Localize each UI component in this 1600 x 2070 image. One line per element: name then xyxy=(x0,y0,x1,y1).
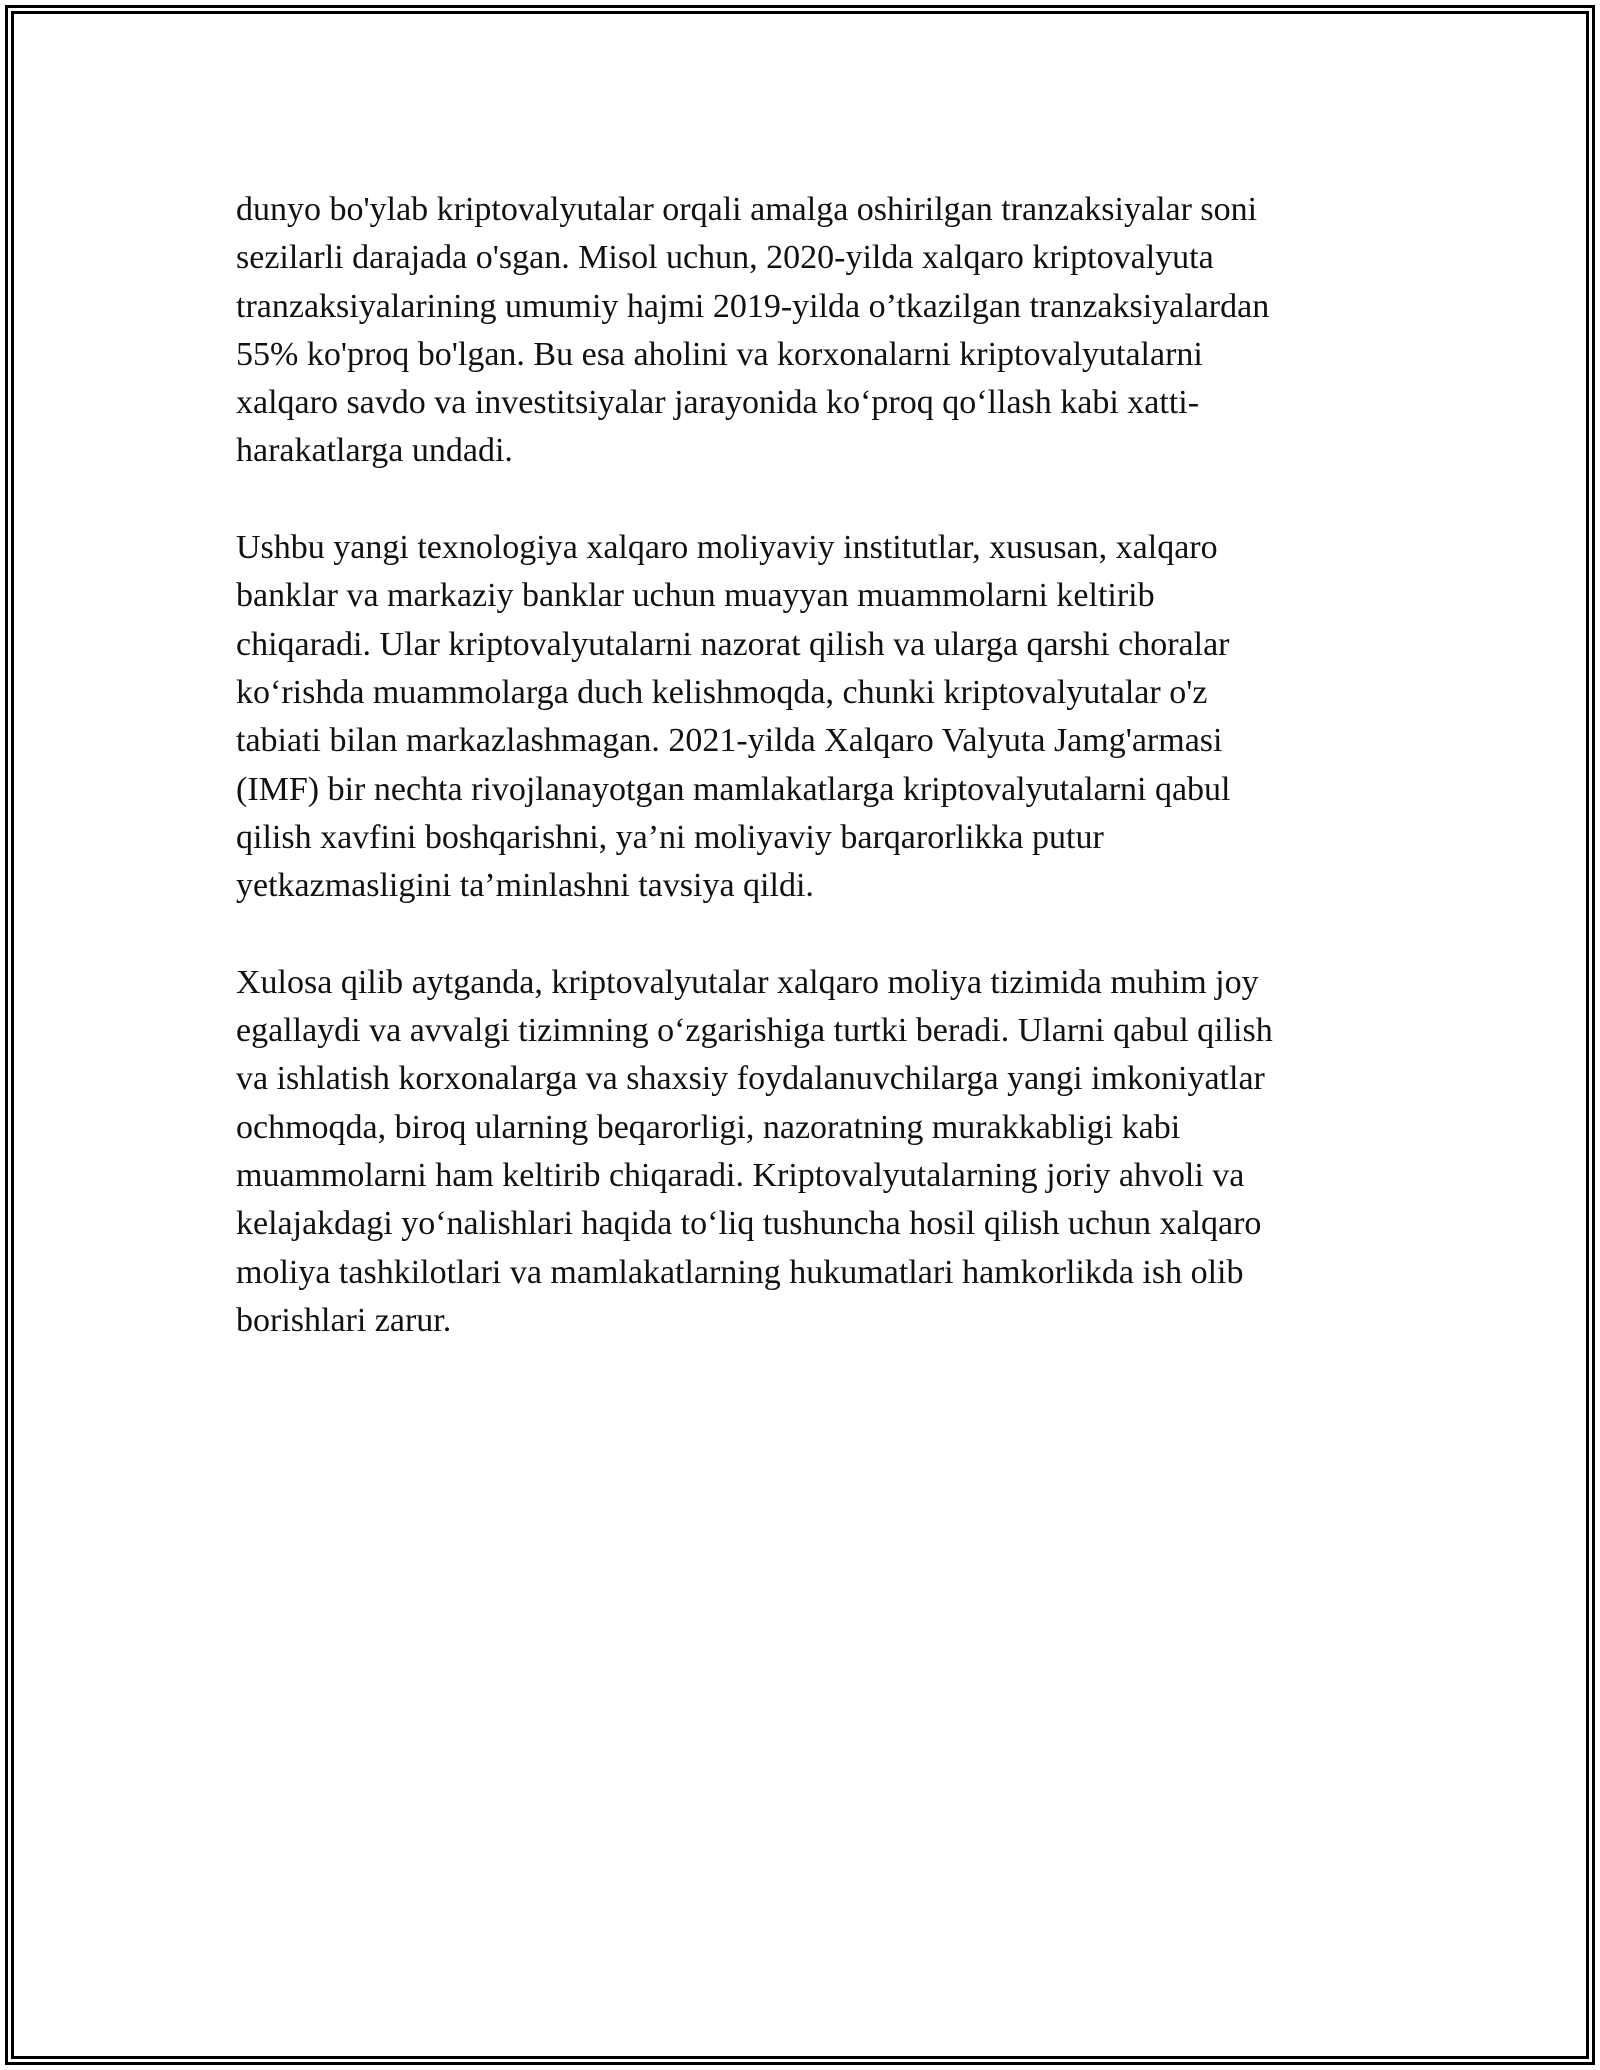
text-line: qilish xavfini boshqarishni, ya’ni moliyaviy barqarorlikka putur xyxy=(236,818,1104,856)
text-line: kelajakdagi yo‘nalishlari haqida to‘liq tushuncha hosil qilish uchun xalqaro xyxy=(236,1205,1262,1243)
paragraph-1 xyxy=(236,186,1366,476)
text-line: 55% ko'proq bo'lgan. Bu esa aholini va korxonalarni kriptovalyutalarni xyxy=(236,335,1203,373)
text-line: va ishlatish korxonalarga va shaxsiy foydalanuvchilarga yangi imkoniyatlar xyxy=(236,1060,1265,1098)
text-line: (IMF) bir nechta rivojlanayotgan mamlakatlarga kriptovalyutalarni qabul xyxy=(236,770,1231,808)
document-body xyxy=(236,186,1366,1393)
text-line: egallaydi va avvalgi tizimning o‘zgarishiga turtki beradi. Ularni qabul qilish xyxy=(236,1012,1273,1050)
text-line: tabiati bilan markazlashmagan. 2021-yilda Xalqaro Valyuta Jamg'armasi xyxy=(236,722,1223,760)
text-line: muammolarni ham keltirib chiqaradi. Kriptovalyutalarning joriy ahvoli va xyxy=(236,1156,1245,1194)
text-line: dunyo bo'ylab kriptovalyutalar orqali amalga oshirilgan tranzaksiyalar soni xyxy=(236,191,1258,228)
text-line: moliya tashkilotlari va mamlakatlarning hukumatlari hamkorlikda ish olib xyxy=(236,1253,1244,1291)
paragraph-2 xyxy=(236,524,1366,910)
text-line: borishlari zarur. xyxy=(236,1301,452,1339)
paragraph-3 xyxy=(236,959,1366,1345)
text-line: tranzaksiyalarining umumiy hajmi 2019-yilda o’tkazilgan tranzaksiyalardan xyxy=(236,287,1270,325)
text-line: chiqaradi. Ular kriptovalyutalarni nazorat qilish va ularga qarshi choralar xyxy=(236,625,1230,663)
text-line: xalqaro savdo va investitsiyalar jarayonida ko‘proq qo‘llash kabi xatti- xyxy=(236,384,1200,422)
text-line: Ushbu yangi texnologiya xalqaro moliyaviy institutlar, xususan, xalqaro xyxy=(236,529,1218,567)
text-line: sezilarli darajada o'sgan. Misol uchun, 2020-yilda xalqaro kriptovalyuta xyxy=(236,239,1214,277)
text-line: ochmoqda, biroq ularning beqarorligi, nazoratning murakkabligi kabi xyxy=(236,1108,1181,1146)
text-line: yetkazmasligini ta’minlashni tavsiya qildi. xyxy=(236,867,814,905)
text-line: harakatlarga undadi. xyxy=(236,432,513,470)
text-line: ko‘rishda muammolarga duch kelishmoqda, chunki kriptovalyutalar o'z xyxy=(236,673,1208,711)
text-line: banklar va markaziy banklar uchun muayyan muammolarni keltirib xyxy=(236,577,1155,615)
text-line: Xulosa qilib aytganda, kriptovalyutalar xalqaro moliya tizimida muhim joy xyxy=(236,963,1259,1001)
